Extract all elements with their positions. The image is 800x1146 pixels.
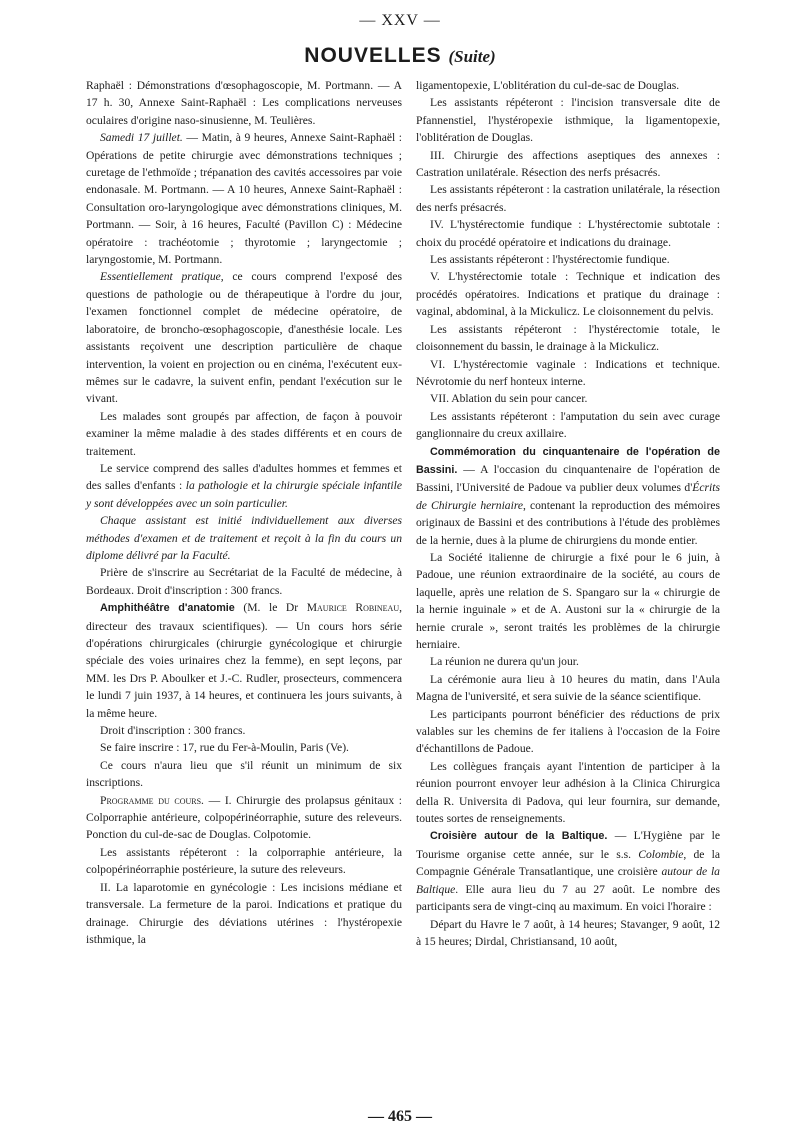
section-header (0, 44, 800, 68)
paragraph: Les malades sont groupés par affection, de façon à pouvoir examiner la même maladie à des stades différents et en cours de traitement. (86, 409, 402, 458)
paragraph-lead: Essentiellement pratique, (100, 270, 224, 284)
section-lead: Croisière autour de la Baltique. (430, 830, 608, 843)
paragraph: Amphithéâtre d'anatomie (M. le Dr Maurice Robineau, directeur des travaux scientifiques). — Un cours hors série d'opérations chirurgicales (chirurgie gynécologique et chirurgie spéciale des voies urinaires chez la femme), en sept leçons, par MM. les Drs P. Aboulker et J.-C. Rudler, prosecteurs, commencera le lundi 7 juin 1937, à 14 heures, et continuera les jours suivants, à la même heure. (86, 601, 402, 720)
left-column (86, 77, 402, 948)
paragraph: Les collègues français ayant l'intention de participer à la réunion pourront envoyer leur adhésion à la Clinica Chirurgica della R. Universita di Padova, qui leur fournira, sur demande, toutes sortes de renseignements. (416, 759, 720, 826)
date-lead: Samedi 17 juillet. (100, 131, 183, 145)
paragraph: ligamentopexie, L'oblitération du cul-de-sac de Douglas. (416, 79, 680, 92)
paragraph: V. L'hystérectomie totale : Technique et indication des procédés opératoires. Indications et pratique du drainage : vaginal, abdominal, à la Mickulicz. Le cloisonnement du pelvis. (416, 270, 720, 319)
paragraph: Prière de s'inscrire au Secrétariat de la Faculté de médecine, à Bordeaux. Droit d'inscription : 300 francs. (86, 566, 402, 597)
paragraph: Programme du cours. — I. Chirurgie des prolapsus génitaux : Colporraphie antérieure, colpopérinéorraphie, suture des releveurs. Ponction du cul-de-sac de Douglas. Colpotomie. (86, 793, 402, 842)
program-lead: Programme du cours. (100, 793, 204, 807)
paragraph: Les assistants répéteront : l'hystérectomie totale, le cloisonnement du bassin, le drainage à la Mickulicz. (416, 322, 720, 354)
paragraph: La Société italienne de chirurgie a fixé pour le 6 juin, à Padoue, une réunion extraordinaire de la société, au cours de laquelle, après une relation de S. Spangaro sur la « chirurgie de la hernie inguinale » et de A. Austoni sur la « chirurgie de la hernie crurale », seront traités les problèmes de la chirurgie herniaire. (416, 550, 720, 651)
paragraph: II. La laparotomie en gynécologie : Les incisions médiane et transversale. La fermeture de la paroi. Indications et pratique du drainage. Chirurgie des déviations utérines : l'hystéropexie isthmique, la (86, 880, 402, 946)
section-lead: Amphithéâtre d'anatomie (100, 602, 235, 615)
paragraph: Commémoration du cinquantenaire de l'opération de Bassini. — A l'occasion du cinquantenaire de l'opération de Bassini, l'Université de Padoue va publier deux volumes d'Écrits de Chirurgie herniaire, contenant la reproduction des mémoires originaux de Bassini et des contributions à l'étude des problèmes de la hernie, dues à la plume de chirurgiens du monde entier. (416, 445, 720, 547)
director-name: Maurice Robineau (306, 601, 400, 615)
paragraph: Se faire inscrire : 17, rue du Fer-à-Moulin, Paris (Ve). (100, 741, 349, 755)
paragraph: Chaque assistant est initié individuellement aux diverses méthodes d'examen et de traitement et reçoit à la fin du cours un diplome délivré par la Faculté. (86, 514, 402, 562)
section-suite: (Suite) (448, 47, 496, 66)
paragraph: Les participants pourront bénéficier des réductions de prix valables sur les chemins de fer italiens à l'occasion de la Foire d'échantillons de Padoue. (416, 707, 720, 756)
paragraph: Samedi 17 juillet. — Matin, à 9 heures, Annexe Saint-Raphaël : Opérations de petite chirurgie avec démonstrations techniques ; curetage de l'ethmoïde ; trépanation des cavités accessoires par voie endonasale. M. Portmann. — A 10 heures, Annexe Saint-Raphaël : Consultation oro-laryngologique avec démonstrations cliniques, M. Portmann. — Soir, à 16 heures, Faculté (Pavillon C) : Médecine opératoire : trachéotomie ; thyrotomie ; laryngectomie ; laryngostomie, M. Portmann. (86, 131, 403, 267)
roman-folio: — XXV — (359, 12, 441, 29)
paragraph: Ce cours n'aura lieu que s'il réunit un minimum de six inscriptions. (86, 758, 402, 790)
paragraph: VI. L'hystérectomie vaginale : Indications et technique. Névrotomie du nerf honteux interne. (416, 357, 720, 388)
paragraph: Les assistants répéteront : la castration unilatérale, la résection des nerfs présacrés. (416, 183, 720, 214)
page-number: — 465 — (368, 1108, 432, 1125)
paragraph: Départ du Havre le 7 août, à 14 heures; Stavanger, 9 août, 12 à 15 heures; Dirdal, Christiansand, 10 août, (416, 917, 720, 948)
paragraph: IV. L'hystérectomie fundique : L'hystérectomie subtotale : choix du procédé opératoire et indications du drainage. (416, 218, 720, 249)
paragraph: Le service comprend des salles d'adultes hommes et femmes et des salles d'enfants : la pathologie et la chirurgie spéciale infantile y sont développées avec un soin particulier. (86, 461, 402, 510)
paragraph: Les assistants répéteront : l'amputation du sein avec curage ganglionnaire du creux axillaire. (416, 409, 720, 441)
paragraph: Croisière autour de la Baltique. — L'Hygiène par le Tourisme organise cette année, sur le s.s. Colombie, de la Compagnie Générale Transatlantique, une croisière autour de la Baltique. Elle aura lieu du 7 au 27 août. Le nombre des participants sera de vingt-cinq au maximum. En voici l'horaire : (416, 829, 720, 914)
paragraph: Essentiellement pratique, ce cours comprend l'exposé des questions de pathologie ou de thérapeutique à l'ordre du jour, l'examen fonctionnel complet de médecine opératoire, de laboratoire, de broncho-œsophagoscopie, d'anesthésie locale. Les assistants reçoivent une description particulière de chaque intervention, la voient en projection ou en cinéma, l'exécutent eux-mêmes sur le cadavre, la suivent enfin, pendant l'exécution sur le vivant. (86, 270, 402, 406)
paragraph: La réunion ne durera qu'un jour. (430, 655, 579, 669)
section-title: NOUVELLES (304, 44, 442, 67)
paragraph: VII. Ablation du sein pour cancer. (430, 392, 588, 406)
paragraph: Droit d'inscription : 300 francs. (100, 724, 246, 738)
paragraph: III. Chirurgie des affections aseptiques des annexes : Castration unilatérale. Résection des nerfs présacrés. (416, 148, 720, 180)
paragraph: Les assistants répéteront : l'incision transversale dite de Pfannenstiel, l'hystéropexie isthmique, la ligamentopexie, l'oblitération de Douglas. (416, 96, 720, 145)
paragraph: La cérémonie aura lieu à 10 heures du matin, dans l'Aula Magna de l'université, et sera suivie de la séance scientifique. (416, 672, 720, 704)
section-lead: Commémoration du cinquantenaire de l'opération de Bassini. (416, 445, 720, 476)
ship-name: Colombie (638, 847, 684, 861)
paragraph: Les assistants répéteront : la colporraphie antérieure, la colpopérinéorraphie postérieure, la suture des releveurs. (86, 845, 402, 877)
paragraph: Raphaël : Démonstrations d'œsophagoscopie, M. Portmann. — A 17 h. 30, Annexe Saint-Raphaël : Les complications nerveuses oculaires d'origine naso-sinusienne, M. Teulières. (86, 79, 402, 127)
paragraph: Les assistants répéteront : l'hystérectomie fundique. (430, 253, 670, 267)
book-title: Écrits de Chirurgie herniaire (416, 481, 720, 512)
right-column (416, 77, 720, 950)
